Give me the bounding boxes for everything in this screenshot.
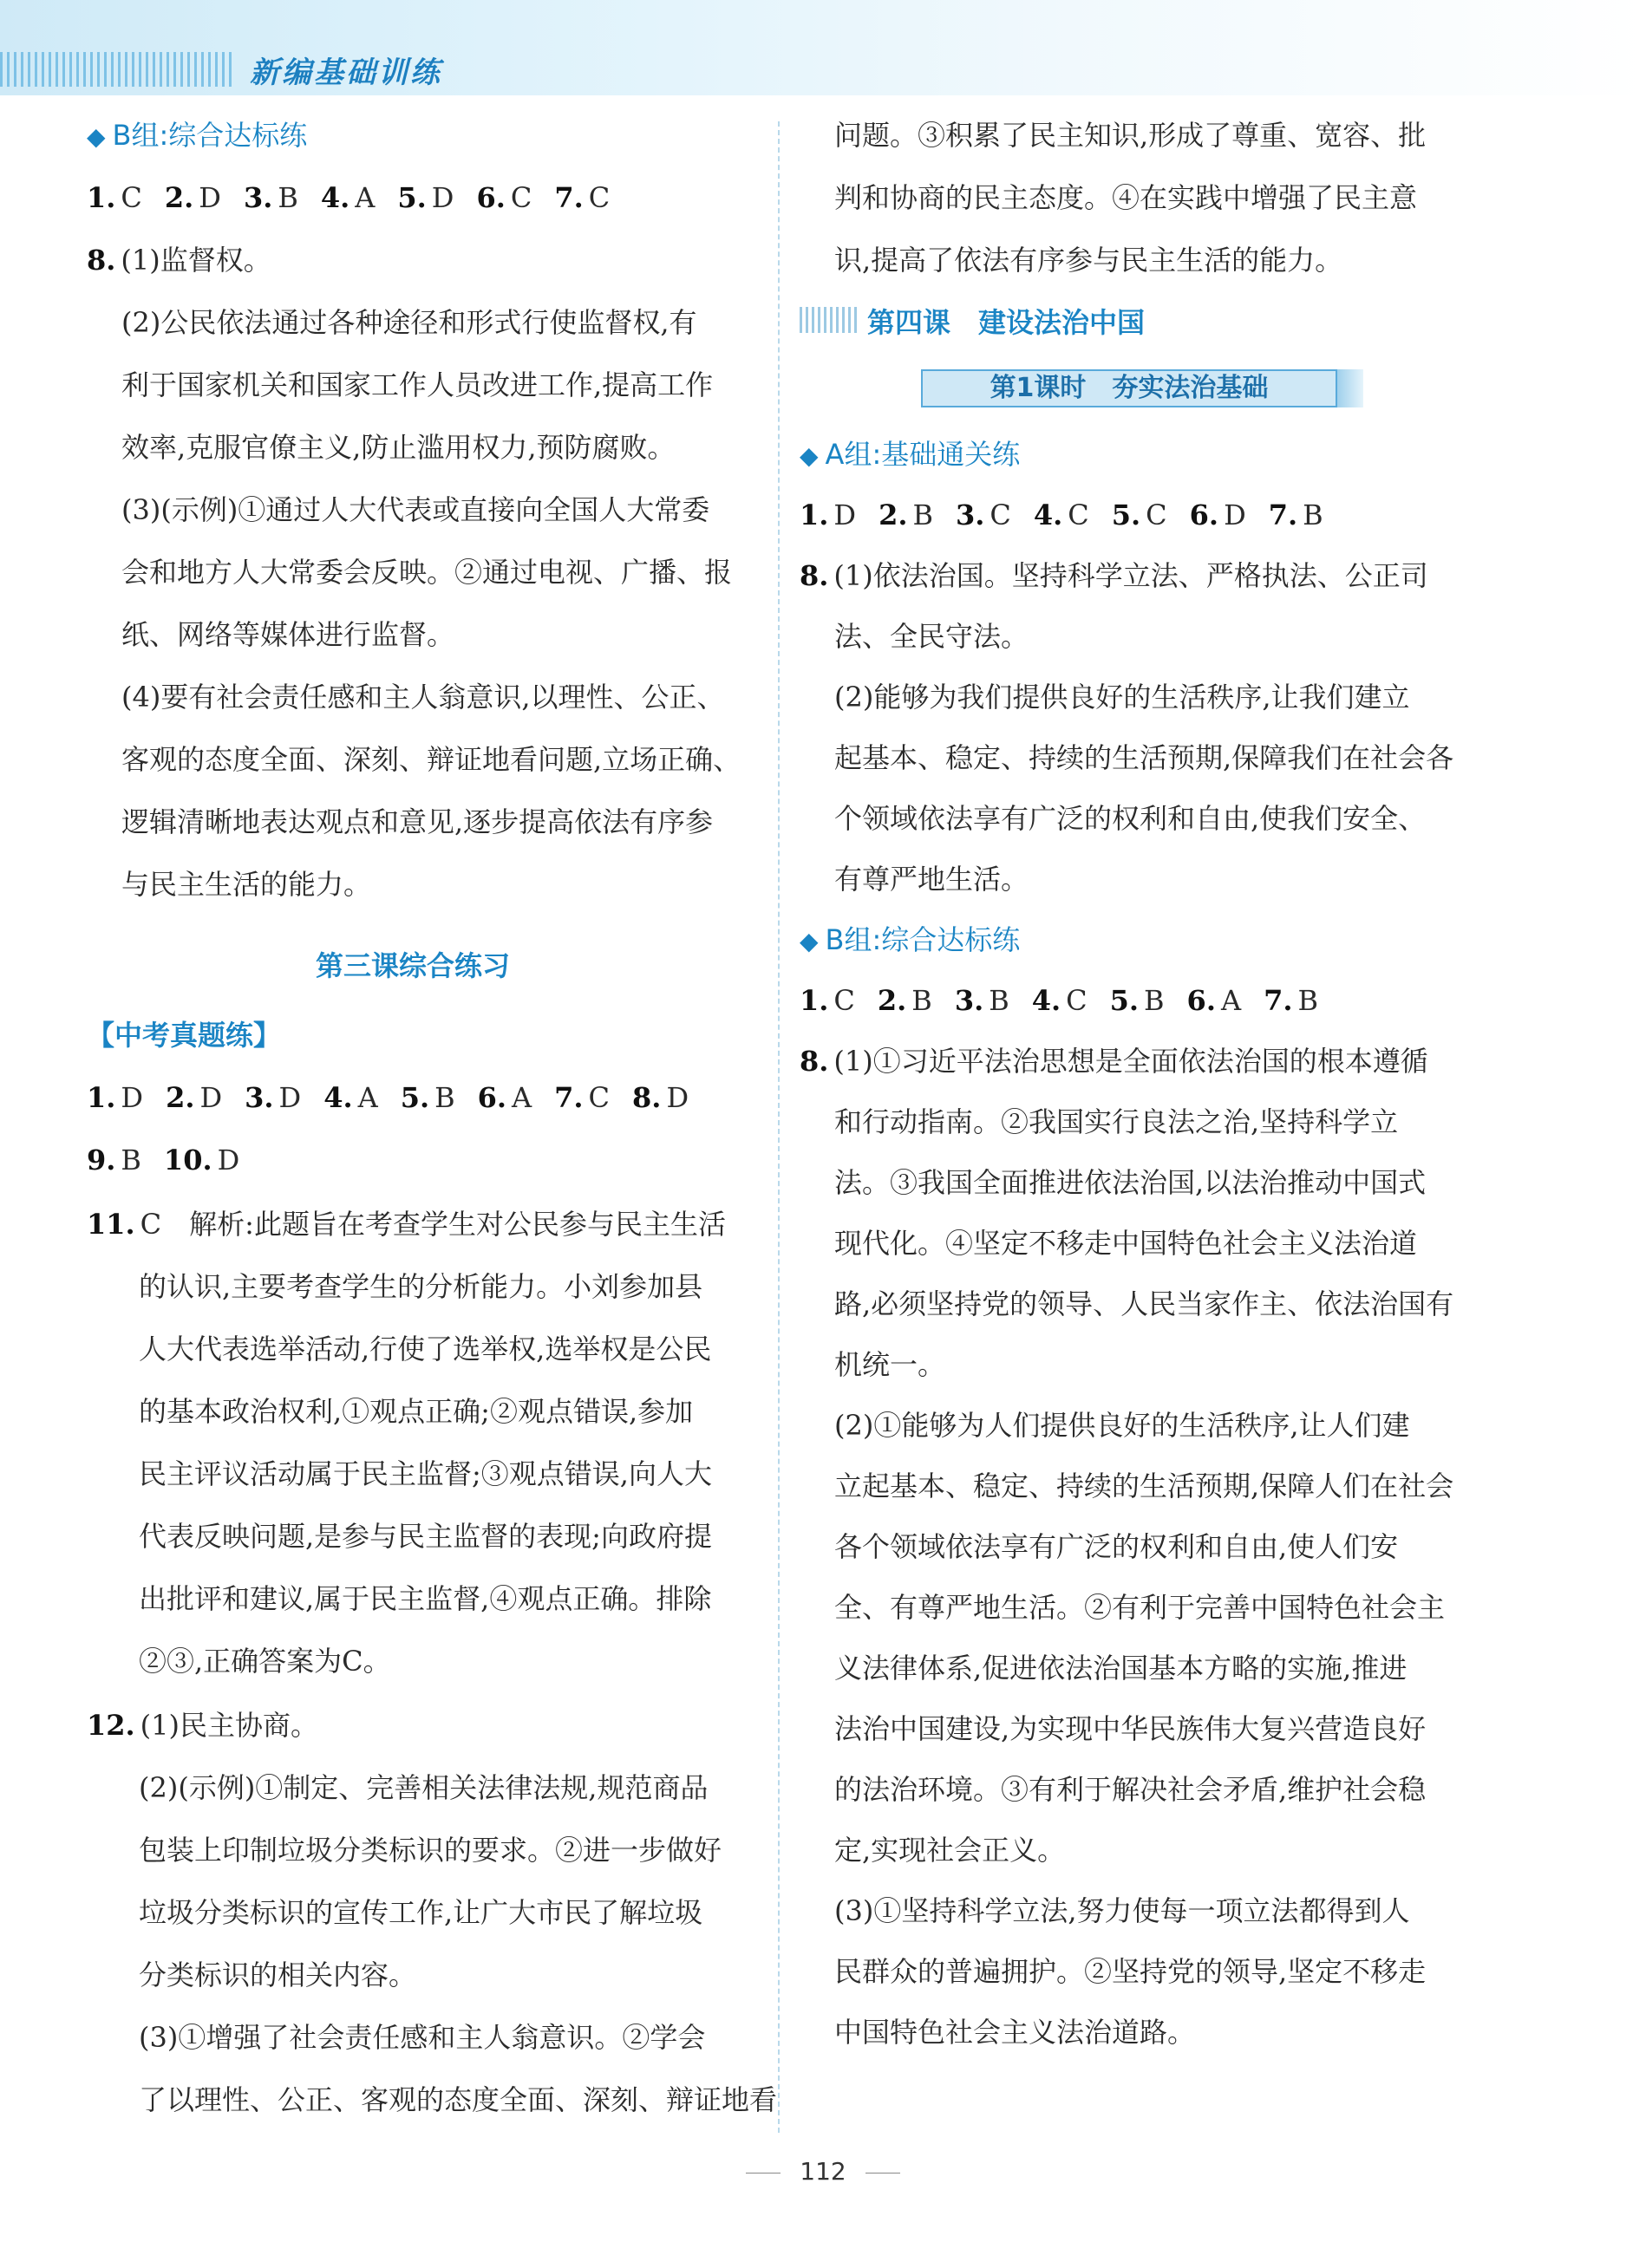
page-number-dash [865, 2173, 900, 2174]
answer-letter: D [666, 1081, 689, 1114]
q11-line: 出批评和建议,属于民主监督,④观点正确。排除 [139, 1582, 712, 1615]
answer-item [87, 1144, 141, 1176]
answer-number: 7. [1264, 984, 1293, 1017]
answer-item [800, 984, 855, 1017]
a-answer-row [800, 496, 1346, 534]
answer-letter: B [912, 499, 933, 531]
answer-letter: C [1146, 499, 1167, 531]
answer-number: 4. [1031, 984, 1061, 1017]
b-q8-line: 中国特色社会主义法治道路。 [834, 2016, 1196, 2049]
q8-line: (4)要有社会责任感和主人翁意识,以理性、公正、 [121, 681, 725, 714]
a-q8-line: 个领域依法享有广泛的权利和自由,使我们安全、 [834, 802, 1427, 835]
zk-answer-row [87, 1079, 711, 1117]
q11-line: 民主评议活动属于民主监督;③观点错误,向人大 [139, 1457, 712, 1490]
q12-line: 了以理性、公正、客观的态度全面、深刻、辩证地看 [139, 2083, 778, 2116]
answer-number: 5. [400, 1081, 430, 1114]
a-q8-line: 有尊严地生活。 [834, 863, 1029, 896]
answer-item [878, 984, 932, 1017]
answer-letter: C [588, 1081, 611, 1114]
b-q8-line: 各个领域依法享有广泛的权利和自由,使人们安 [834, 1530, 1399, 1563]
answer-letter: C [1068, 499, 1089, 531]
answer-number: 3. [955, 499, 985, 531]
lesson-decoration [800, 307, 860, 333]
q12-line: 分类标识的相关内容。 [139, 1958, 417, 1991]
continued-line: 识,提高了依法有序参与民主生活的能力。 [834, 244, 1343, 277]
q11-line: ②③,正确答案为C。 [139, 1645, 391, 1678]
q11-line: 代表反映问题,是参与民主监督的表现;向政府提 [139, 1520, 712, 1553]
subsection-title: 第1课时 夯实法治基础 [921, 369, 1337, 407]
answer-item [1112, 499, 1167, 531]
b-q8-line: (2)①能够为人们提供良好的生活秩序,让人们建 [834, 1409, 1410, 1442]
answer-letter: B [1297, 984, 1318, 1017]
b-q8-line: 和行动指南。②我国实行良法之治,坚持科学立 [834, 1105, 1399, 1138]
b-q8-line: 的法治环境。③有利于解决社会矛盾,维护社会稳 [834, 1773, 1427, 1806]
answer-item [1187, 984, 1242, 1017]
answer-number: 6. [1189, 499, 1219, 531]
answer-number: 5. [1109, 984, 1140, 1017]
answer-item [1110, 984, 1165, 1017]
answer-item [244, 181, 298, 214]
answer-item [956, 499, 1011, 531]
q8-line: 客观的态度全面、深刻、辩证地看问题,立场正确、 [121, 743, 741, 776]
answer-number: 7. [1268, 499, 1298, 531]
answer-number: 3. [243, 181, 273, 214]
q12-item: 12. (1)民主协商。 [87, 1709, 319, 1742]
answer-letter: B [278, 181, 298, 214]
column-divider [778, 121, 780, 2133]
answer-item [87, 181, 142, 214]
subsection-decoration [1337, 369, 1363, 407]
answer-item [1034, 499, 1089, 531]
answer-letter: A [512, 1081, 532, 1114]
answer-number: 1. [800, 499, 829, 531]
answer-number: 2. [879, 499, 908, 531]
answer-item [1190, 499, 1246, 531]
answer-item [554, 181, 610, 214]
q8-line: 会和地方人大常委会反映。②通过电视、广播、报 [121, 556, 733, 589]
answer-letter: B [1303, 499, 1323, 531]
answer-letter: D [1224, 499, 1246, 531]
answer-letter: B [1144, 984, 1165, 1017]
continued-line: 判和协商的民主态度。④在实践中增强了民主意 [834, 181, 1418, 214]
b-q8-line: 立起基本、稳定、持续的生活预期,保障人们在社会 [834, 1470, 1454, 1502]
answer-number: 4. [320, 181, 350, 214]
answer-number: 2. [164, 181, 194, 214]
b-q8-line: 定,实现社会正义。 [834, 1834, 1066, 1867]
header-decoration [0, 52, 234, 87]
answer-letter: A [1220, 984, 1242, 1017]
answer-number: 8. [632, 1081, 662, 1114]
q11-line: 人大代表选举活动,行使了选举权,选举权是公民 [139, 1333, 712, 1365]
q12-line: (3)①增强了社会责任感和主人翁意识。②学会 [139, 2021, 706, 2054]
zhongkao-heading: 【中考真题练】 [87, 1019, 282, 1052]
answer-item [1269, 499, 1323, 531]
answer-number: 7. [554, 1081, 584, 1114]
answer-letter: D [431, 181, 454, 214]
answer-letter: D [833, 499, 857, 531]
answer-letter: B [989, 984, 1009, 1017]
answer-letter: C [510, 181, 532, 214]
answer-letter: C [588, 181, 611, 214]
answer-number: 9. [87, 1144, 116, 1176]
b-answer-row [800, 981, 1341, 1020]
answer-item [800, 499, 856, 531]
b-q8-line: 路,必须坚持党的领导、人民当家作主、依法治国有 [834, 1287, 1454, 1320]
answer-item [632, 1081, 689, 1114]
answer-item [323, 1081, 378, 1114]
answer-item [166, 1081, 222, 1114]
answer-letter: C [833, 984, 855, 1017]
answer-item [1032, 984, 1088, 1017]
b-q8-line: 全、有尊严地生活。②有利于完善中国特色社会主 [834, 1591, 1446, 1624]
q12-line: 包装上印制垃圾分类标识的要求。②进一步做好 [139, 1834, 722, 1867]
zk-answer-row [87, 1141, 262, 1179]
q11-line: 的认识,主要考查学生的分析能力。小刘参加县 [139, 1270, 703, 1303]
b-q8-line: 法治中国建设,为实现中华民族伟大复兴营造良好 [834, 1712, 1427, 1745]
q8-item: 8. (1)监督权。 [87, 244, 271, 277]
a-q8-line: 法、全民守法。 [834, 620, 1029, 653]
answer-number: 7. [554, 181, 584, 214]
b-q8-line: 义法律体系,促进依法治国基本方略的实施,推进 [834, 1652, 1408, 1685]
answer-item [554, 1081, 610, 1114]
a-q8-item: 8. (1)依法治国。坚持科学立法、严格执法、公正司 [800, 559, 1428, 592]
header-band [0, 0, 1646, 95]
answer-item [321, 181, 376, 214]
answer-item [397, 181, 454, 214]
series-title: 新编基础训练 [250, 55, 442, 90]
b-q8-line: 机统一。 [834, 1348, 946, 1381]
q8-line: (2)公民依法通过各种途径和形式行使监督权,有 [121, 306, 697, 339]
b-answer-row [87, 179, 632, 217]
answer-letter: B [911, 984, 932, 1017]
q8-line: (3)(示例)①通过人大代表或直接向全国人大常委 [121, 493, 710, 526]
answer-number: 10. [163, 1144, 212, 1176]
answer-letter: C [1066, 984, 1088, 1017]
diamond-icon: ◆ [87, 122, 106, 151]
continued-line: 问题。③积累了民主知识,形成了尊重、宽容、批 [834, 119, 1427, 152]
q8-line: 逻辑清晰地表达观点和意见,逐步提高依法有序参 [121, 805, 714, 838]
lesson-title: 第四课 建设法治中国 [867, 306, 1146, 339]
q8-line: 与民主生活的能力。 [121, 868, 372, 901]
answer-item [1264, 984, 1318, 1017]
answer-letter: D [278, 1081, 302, 1114]
answer-number: 6. [476, 181, 506, 214]
q8-line: 纸、网络等媒体进行监督。 [121, 618, 455, 651]
answer-letter: D [199, 1081, 223, 1114]
answer-number: 6. [477, 1081, 507, 1114]
q11-line: 的基本政治权利,①观点正确;②观点错误,参加 [139, 1395, 694, 1428]
q8-line: 效率,克服官僚主义,防止滥用权力,预防腐败。 [121, 431, 676, 464]
answer-number: 1. [87, 1081, 116, 1114]
answer-letter: A [357, 1081, 378, 1114]
page-number-dash [746, 2173, 781, 2174]
answer-letter: A [355, 181, 376, 214]
group-b-heading: ◆ B组:综合达标练 [800, 923, 1021, 956]
q8-line: 利于国家机关和国家工作人员改进工作,提高工作 [121, 368, 714, 401]
section-title: 第三课综合练习 [316, 949, 511, 982]
page-number: 112 [0, 2157, 1646, 2186]
answer-number: 6. [1186, 984, 1216, 1017]
answer-letter: D [121, 1081, 144, 1114]
answer-letter: B [121, 1144, 141, 1176]
answer-item [87, 1081, 143, 1114]
answer-item [401, 1081, 455, 1114]
answer-letter: C [121, 181, 142, 214]
answer-number: 1. [800, 984, 829, 1017]
answer-number: 1. [87, 181, 116, 214]
q11-item: 11. C 解析:此题旨在考查学生对公民参与民主生活 [87, 1208, 726, 1241]
answer-number: 3. [245, 1081, 274, 1114]
diamond-icon: ◆ [800, 441, 819, 470]
diamond-icon: ◆ [800, 927, 819, 955]
answer-letter: D [199, 181, 221, 214]
b-q8-line: 现代化。④坚定不移走中国特色社会主义法治道 [834, 1227, 1418, 1260]
answer-letter: B [434, 1081, 455, 1114]
answer-item [165, 181, 221, 214]
answer-number: 4. [1033, 499, 1063, 531]
b-q8-item: 8. (1)①习近平法治思想是全面依法治国的根本遵循 [800, 1045, 1428, 1078]
answer-item [478, 1081, 532, 1114]
answer-item [955, 984, 1009, 1017]
q12-line: 垃圾分类标识的宣传工作,让广大市民了解垃圾 [139, 1896, 703, 1929]
group-a-heading: ◆ A组:基础通关练 [800, 438, 1021, 471]
a-q8-line: 起基本、稳定、持续的生活预期,保障我们在社会各 [834, 741, 1454, 774]
answer-item [245, 1081, 301, 1114]
answer-item [879, 499, 933, 531]
answer-number: 2. [166, 1081, 195, 1114]
answer-number: 2. [877, 984, 907, 1017]
b-q8-line: 民群众的普遍拥护。②坚持党的领导,坚定不移走 [834, 1955, 1427, 1988]
answer-item [476, 181, 532, 214]
b-q8-line: (3)①坚持科学立法,努力使每一项立法都得到人 [834, 1894, 1410, 1927]
group-b-heading: ◆ B组:综合达标练 [87, 119, 308, 152]
answer-number: 4. [323, 1081, 353, 1114]
answer-letter: D [217, 1144, 240, 1176]
answer-number: 3. [954, 984, 984, 1017]
b-q8-line: 法。③我国全面推进依法治国,以法治推动中国式 [834, 1166, 1427, 1199]
answer-number: 5. [397, 181, 427, 214]
answer-item [164, 1144, 239, 1176]
q12-line: (2)(示例)①制定、完善相关法律法规,规范商品 [139, 1771, 709, 1804]
answer-letter: C [990, 499, 1011, 531]
answer-number: 5. [1111, 499, 1141, 531]
a-q8-line: (2)能够为我们提供良好的生活秩序,让我们建立 [834, 681, 1410, 714]
